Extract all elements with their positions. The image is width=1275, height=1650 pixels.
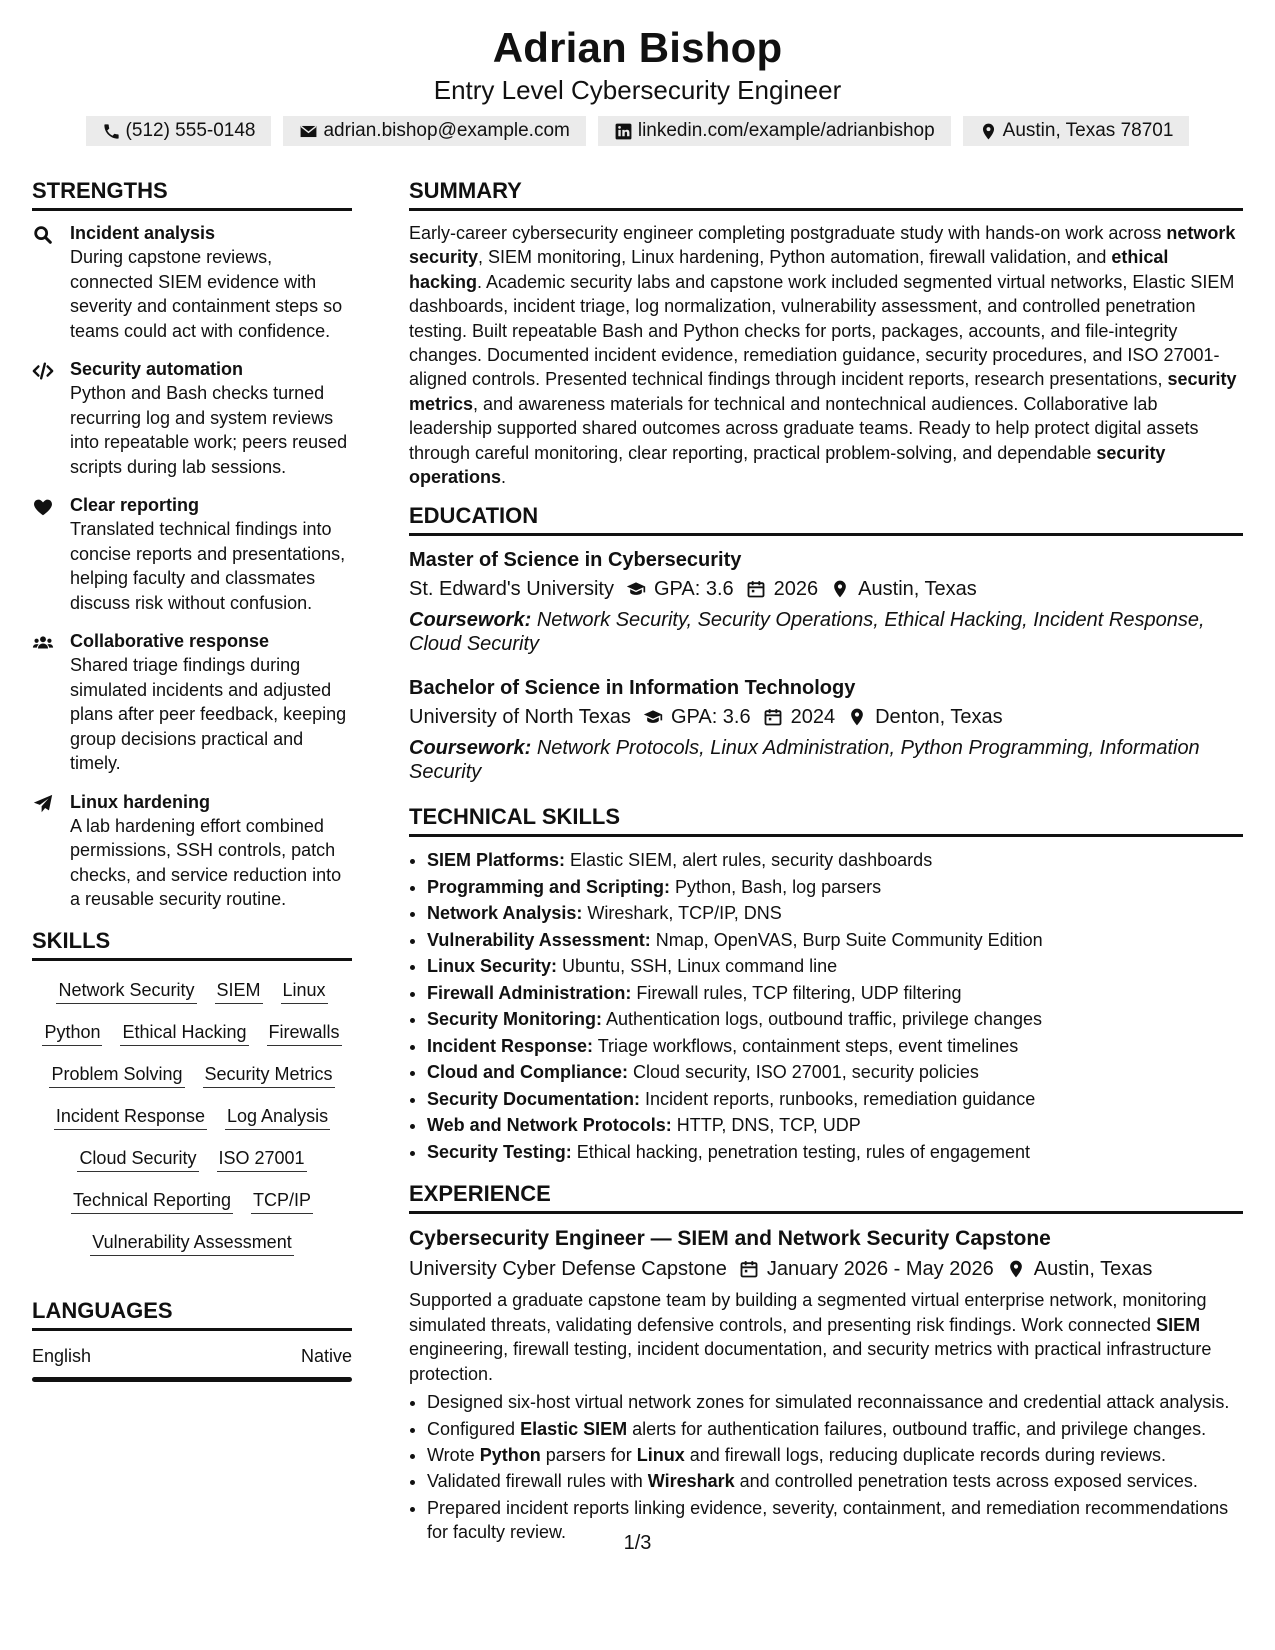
strength-title: Security automation [70, 359, 244, 379]
left-column [32, 176, 352, 1382]
location-pin-icon [847, 707, 867, 727]
school-name: St. Edward's University [409, 578, 614, 601]
graduation-year: 2026 [773, 578, 819, 601]
contact-location-text: Austin, Texas 78701 [1002, 120, 1174, 141]
experience-heading: EXPERIENCE [409, 1179, 1243, 1214]
code-icon [32, 357, 70, 479]
technical-skill-label: Incident Response: [427, 1035, 594, 1056]
technical-skill-label: Network Analysis: [427, 903, 583, 924]
school-location: Austin, Texas [858, 578, 977, 601]
coursework [409, 608, 1243, 656]
education-entry [409, 546, 1243, 656]
skill-tag: TCP/IP [251, 1187, 313, 1214]
technical-skill-value: Authentication logs, outbound traffic, privilege changes [606, 1009, 1042, 1030]
degree-title: Bachelor of Science in Information Technology [409, 677, 856, 700]
technical-skill-label: SIEM Platforms: [427, 850, 566, 871]
coursework-list: Network Security, Security Operations, Ethical Hacking, Incident Response, Cloud Security [409, 609, 1205, 656]
technical-skill-value: Elastic SIEM, alert rules, security dashboards [570, 850, 933, 871]
technical-skill-item [427, 874, 1243, 901]
page-number: 1/3 [623, 1532, 652, 1554]
graduation-year: 2024 [790, 706, 836, 729]
phone-icon [102, 122, 121, 141]
technical-skill-item [427, 1033, 1243, 1060]
technical-skill-label: Security Monitoring: [427, 1009, 602, 1030]
technical-skill-label: Security Testing: [427, 1141, 572, 1162]
technical-skill-value: Incident reports, runbooks, remediation guidance [645, 1088, 1036, 1109]
job-bullet [427, 1469, 1243, 1493]
contact-linkedin[interactable] [598, 116, 951, 146]
text-run: Supported a graduate capstone team by building a segmented virtual enterprise network, monitoring simulated threats, validating defensive controls, and presenting risk findings. Work connected [409, 1290, 1207, 1335]
technical-skill-item [427, 1006, 1243, 1033]
technical-skill-label: Web and Network Protocols: [427, 1115, 672, 1136]
technical-skill-value: Python, Bash, log parsers [675, 876, 882, 897]
technical-skill-item [427, 1059, 1243, 1086]
location-pin-icon [979, 122, 998, 141]
skill-tag: Problem Solving [49, 1061, 184, 1088]
technical-skill-value: HTTP, DNS, TCP, UDP [676, 1115, 861, 1136]
technical-skill-label: Programming and Scripting: [427, 876, 671, 897]
strength-item [32, 790, 352, 912]
education-meta [409, 702, 1243, 732]
skill-tag: Security Metrics [203, 1061, 335, 1088]
coursework [409, 736, 1243, 784]
education-entry [409, 674, 1243, 784]
job-summary [409, 1288, 1243, 1386]
skill-tag: ISO 27001 [217, 1145, 307, 1172]
contact-location [963, 116, 1190, 146]
education-meta [409, 574, 1243, 604]
strength-description: A lab hardening effort combined permissions, SSH controls, patch checks, and service reduction into a reusable security routine. [70, 815, 342, 909]
skill-tag: Vulnerability Assessment [90, 1229, 293, 1256]
job-dates: January 2026 - May 2026 [766, 1258, 994, 1281]
technical-skill-item [427, 980, 1243, 1007]
technical-skill-value: Ethical hacking, penetration testing, rules of engagement [576, 1141, 1031, 1162]
contact-linkedin-text: linkedin.com/example/adrianbishop [637, 120, 935, 141]
technical-skill-label: Security Documentation: [427, 1088, 641, 1109]
contact-email[interactable] [283, 116, 585, 146]
job-bullet [427, 1443, 1243, 1467]
languages-heading: LANGUAGES [32, 1296, 352, 1331]
gpa: GPA: 3.6 [670, 706, 751, 729]
language-row [32, 1343, 352, 1369]
text-run: and controlled penetration tests across exposed services. [734, 1471, 1198, 1492]
text-run: Wrote [427, 1444, 480, 1465]
skill-tag: Network Security [56, 977, 196, 1004]
text-run: Configured [427, 1418, 521, 1439]
resume-header [0, 22, 1275, 146]
text-run: engineering, firewall testing, incident documentation, and security metrics with practical infrastructure protection. [409, 1339, 1212, 1384]
location-pin-icon [830, 579, 850, 599]
text-run: , and awareness materials for technical and nontechnical audiences. Collaborative lab leadership supported shared outcomes across graduate teams. Ready to help protect digital assets through careful monitoring, clear reporting, practical problem-solving, and dependable [409, 393, 1199, 463]
language-proficiency-bar [32, 1377, 352, 1382]
school-name: University of North Texas [409, 706, 631, 729]
text-run: . Academic security labs and capstone work included segmented virtual networks, Elastic SIEM dashboards, incident triage, log normalization, vulnerability assessment, and controlled penetration testing. Built repeatable Bash and Python checks for ports, packages, accounts, and file-integrity changes. Documented incident evidence, remediation guidance, security procedures, and ISO 27001-aligned controls. Presented technical findings through incident reports, research presentations, [409, 271, 1235, 390]
skill-tag: Cloud Security [77, 1145, 198, 1172]
strength-description: Shared triage findings during simulated incidents and adjusted plans after peer feedback, keeping group decisions practical and timely. [70, 655, 347, 773]
technical-skill-item [427, 953, 1243, 980]
users-icon [32, 629, 70, 776]
strength-item [32, 221, 352, 343]
contact-phone[interactable] [86, 116, 272, 146]
skill-tag: Firewalls [267, 1019, 342, 1046]
candidate-name: Adrian Bishop [492, 24, 783, 71]
technical-skill-item [427, 1086, 1243, 1113]
job-location: Austin, Texas [1033, 1258, 1153, 1281]
technical-skills-heading: TECHNICAL SKILLS [409, 802, 1243, 837]
strength-title: Clear reporting [70, 495, 200, 515]
skill-tag: Log Analysis [225, 1103, 330, 1130]
candidate-title: Entry Level Cybersecurity Engineer [433, 75, 842, 105]
strength-title: Linux hardening [70, 791, 211, 812]
strengths-heading: STRENGTHS [32, 176, 352, 211]
technical-skill-label: Vulnerability Assessment: [427, 929, 651, 950]
strength-item [32, 629, 352, 776]
strength-description: Translated technical findings into concise reports and presentations, helping faculty and classmates discuss risk without confusion. [70, 519, 346, 613]
bold-keyword: network security [409, 223, 1236, 268]
bold-keyword: security operations [409, 442, 1166, 488]
bold-keyword: security metrics [409, 369, 1237, 414]
experience-entry [409, 1224, 1243, 1544]
calendar-icon [746, 579, 766, 599]
text-run: parsers for [540, 1444, 637, 1465]
paper-plane-icon [32, 790, 70, 912]
bold-keyword: Elastic SIEM [520, 1418, 628, 1439]
strength-title: Collaborative response [70, 631, 270, 651]
technical-skill-value: Triage workflows, containment steps, event timelines [597, 1035, 1019, 1056]
text-run: Prepared incident reports linking evidence, severity, containment, and remediation recommendations for faculty review. [427, 1497, 1229, 1543]
technical-skill-item [427, 847, 1243, 874]
school-location: Denton, Texas [875, 706, 1003, 729]
search-icon [32, 221, 70, 343]
gpa: GPA: 3.6 [654, 578, 734, 601]
technical-skill-value: Ubuntu, SSH, Linux command line [562, 956, 838, 977]
summary-text [409, 221, 1243, 489]
technical-skill-item [427, 900, 1243, 927]
graduation-cap-icon [626, 579, 646, 599]
bold-keyword: Python [479, 1444, 541, 1465]
right-column [409, 176, 1243, 1547]
contact-email-text: adrian.bishop@example.com [323, 120, 570, 141]
skill-tag: Incident Response [54, 1103, 207, 1130]
job-bullets [409, 1390, 1243, 1544]
contact-phone-text: (512) 555-0148 [125, 120, 256, 141]
technical-skill-value: Nmap, OpenVAS, Burp Suite Community Edition [655, 929, 1043, 950]
text-run: Validated firewall rules with [427, 1471, 648, 1492]
skill-tag: SIEM [215, 977, 263, 1004]
language-name: English [32, 1345, 92, 1366]
job-bullet [427, 1390, 1243, 1414]
organization: University Cyber Defense Capstone [409, 1258, 727, 1281]
bold-keyword: Wireshark [647, 1471, 735, 1492]
skill-tag: Ethical Hacking [120, 1019, 248, 1046]
technical-skill-label: Cloud and Compliance: [427, 1062, 629, 1083]
summary-heading: SUMMARY [409, 176, 1243, 211]
bold-keyword: Linux [636, 1444, 685, 1465]
text-run: alerts for authentication failures, outbound traffic, and privilege changes. [627, 1418, 1207, 1439]
technical-skill-value: Cloud security, ISO 27001, security policies [633, 1062, 979, 1083]
text-run: Designed six-host virtual network zones for simulated reconnaissance and credential attack analysis. [427, 1392, 1230, 1413]
strength-title: Incident analysis [70, 223, 216, 243]
job-bullet [427, 1417, 1243, 1441]
degree-title: Master of Science in Cybersecurity [409, 549, 742, 572]
skills-heading: SKILLS [32, 926, 352, 961]
technical-skills-list [409, 847, 1243, 1165]
skill-tag: Linux [281, 977, 328, 1004]
text-run: and firewall logs, reducing duplicate records during reviews. [684, 1444, 1166, 1465]
technical-skill-item [427, 1139, 1243, 1166]
skills-list [32, 971, 352, 1256]
envelope-icon [299, 122, 318, 141]
technical-skill-item [427, 1112, 1243, 1139]
text-run: Early-career cybersecurity engineer completing postgraduate study with hands-on work across [409, 223, 1167, 243]
technical-skill-item [427, 927, 1243, 954]
strength-item [32, 357, 352, 479]
bold-keyword: SIEM [1156, 1314, 1201, 1335]
text-run: , SIEM monitoring, Linux hardening, Python automation, firewall validation, and [478, 247, 1112, 268]
calendar-icon [763, 707, 783, 727]
technical-skill-value: Firewall rules, TCP filtering, UDP filtering [636, 982, 962, 1003]
text-run: . [501, 467, 507, 488]
contact-bar [0, 116, 1275, 146]
graduation-cap-icon [643, 707, 663, 727]
technical-skill-label: Linux Security: [427, 956, 558, 977]
job-meta [409, 1254, 1243, 1284]
strength-item [32, 493, 352, 615]
skill-tag: Technical Reporting [71, 1187, 233, 1214]
coursework-label: Coursework: [409, 737, 532, 760]
job-title: Cybersecurity Engineer — SIEM and Network Security Capstone [409, 1227, 1051, 1251]
coursework-list: Network Protocols, Linux Administration, Python Programming, Information Security [409, 737, 1200, 784]
strength-description: Python and Bash checks turned recurring log and system reviews into repeatable work; peers reused scripts during lab sessions. [70, 383, 348, 477]
education-heading: EDUCATION [409, 501, 1243, 536]
technical-skill-value: Wireshark, TCP/IP, DNS [587, 903, 782, 924]
coursework-label: Coursework: [409, 609, 532, 632]
linkedin-icon [614, 122, 633, 141]
heart-icon [32, 493, 70, 615]
skill-tag: Python [42, 1019, 102, 1046]
technical-skill-label: Firewall Administration: [427, 982, 632, 1003]
strength-description: During capstone reviews, connected SIEM evidence with severity and containment steps so teams could act with confidence. [70, 247, 343, 341]
bold-keyword: ethical hacking [409, 247, 1169, 292]
calendar-icon [739, 1259, 759, 1279]
language-level: Native [300, 1345, 352, 1366]
location-pin-icon [1006, 1259, 1026, 1279]
